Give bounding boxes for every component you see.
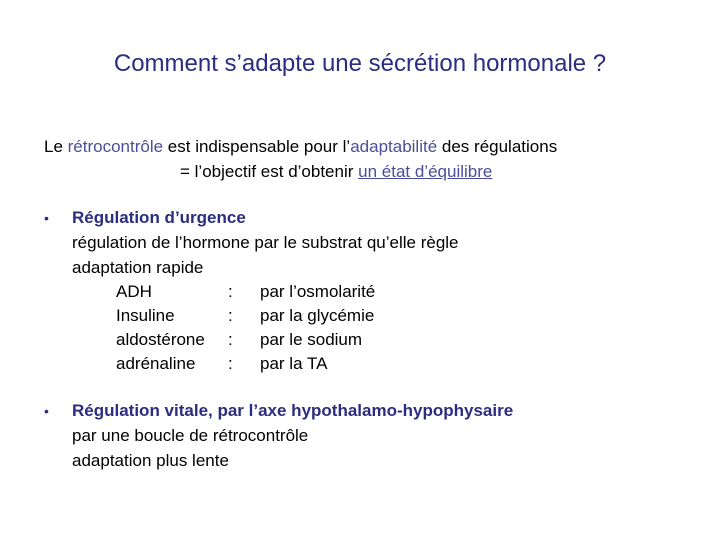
hormone-target: par le sodium — [260, 330, 363, 349]
hormone-target: par l’osmolarité — [260, 282, 376, 301]
intro-text: des régulations — [437, 137, 558, 156]
row-separator: : — [228, 330, 233, 349]
section2-heading: Régulation vitale, par l’axe hypothalamo-hypophysaire — [72, 401, 514, 420]
row-separator: : — [228, 282, 233, 301]
section2-line-2: adaptation plus lente — [72, 451, 229, 470]
intro-line-1 — [44, 137, 557, 157]
hormone-name: ADH — [116, 282, 152, 301]
intro-text: = l’objectif est d’obtenir — [180, 162, 359, 181]
row-separator: : — [228, 354, 233, 373]
keyword-retrocontrole: rétrocontrôle — [67, 137, 164, 156]
section2-line-1: par une boucle de rétrocontrôle — [72, 426, 309, 445]
section1-line-2: adaptation rapide — [72, 258, 204, 277]
hormone-name: aldostérone — [116, 330, 205, 349]
keyword-etat-equilibre: un état d’équilibre — [358, 162, 493, 181]
row-separator: : — [228, 306, 233, 325]
intro-line-2 — [180, 162, 492, 182]
bullet-icon: • — [44, 210, 49, 226]
hormone-name: Insuline — [116, 306, 175, 325]
hormone-name: adrénaline — [116, 354, 196, 373]
intro-text: Le — [44, 137, 68, 156]
section1-heading: Régulation d’urgence — [72, 208, 246, 227]
keyword-adaptabilite: adaptabilité — [350, 137, 438, 156]
section1-line-1: régulation de l’hormone par le substrat qu’elle règle — [72, 233, 459, 252]
intro-text: est indispensable pour l’ — [163, 137, 351, 156]
bullet-icon: • — [44, 403, 49, 419]
hormone-target: par la glycémie — [260, 306, 375, 325]
slide-title: Comment s’adapte une sécrétion hormonale ? — [113, 50, 607, 77]
hormone-target: par la TA — [260, 354, 328, 373]
